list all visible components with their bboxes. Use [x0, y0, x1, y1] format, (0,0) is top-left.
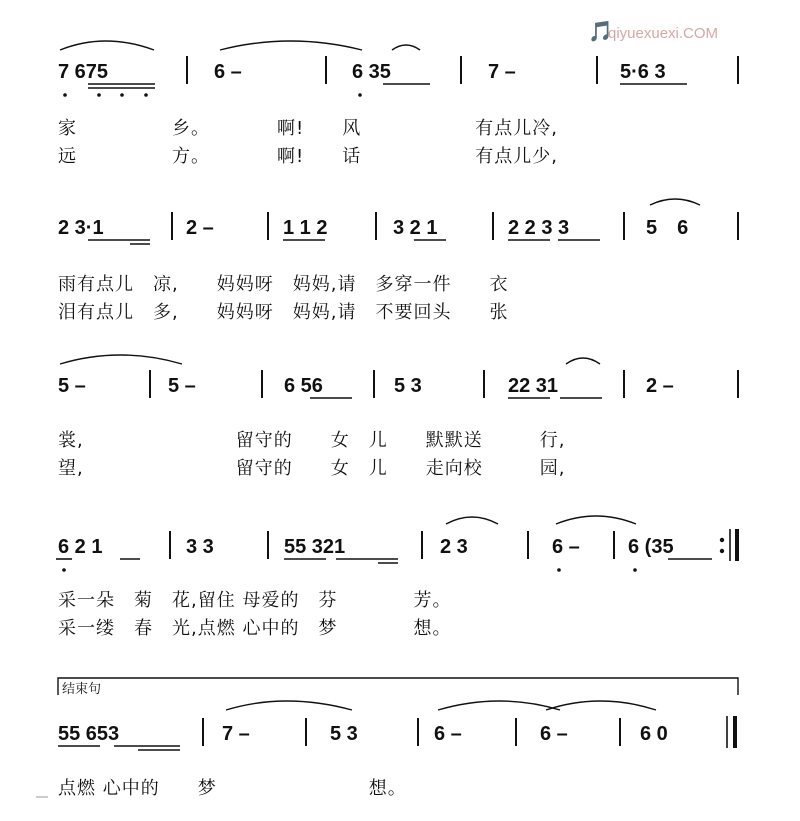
segment-4: 6 – [434, 723, 462, 745]
slurs-system-2 [650, 199, 700, 205]
lyric-line-3-verse-2: 望, 留守的 女 儿 走向校 园, [58, 458, 566, 479]
segment-2: 3 3 [186, 536, 214, 558]
lyric-ending: 点燃 心中的 梦 想。 [58, 778, 407, 799]
segment-5: 6 – [540, 723, 568, 745]
watermark-logo-icon: 🎵 [588, 19, 613, 43]
segment-3: 6 35 [352, 61, 391, 83]
segment-2: 2 – [186, 217, 214, 239]
segment-1: 6 2 1 [58, 536, 103, 558]
notes-system-2 [58, 217, 688, 239]
segment-4: 7 – [488, 61, 516, 83]
system-2 [58, 199, 738, 323]
system-1 [58, 41, 738, 167]
underlines-system-1 [88, 84, 687, 88]
dots-system-1 [63, 93, 362, 97]
segment-2: 6 – [214, 61, 242, 83]
lyric-line-2-verse-1: 雨有点儿 凉, 妈妈呀 妈妈,请 多穿一件 衣 [58, 274, 509, 295]
underlines-system-2 [88, 240, 600, 244]
notes-system-4 [58, 536, 674, 558]
segment-5: 6 – [552, 536, 580, 558]
segment-4: 5 3 [394, 375, 422, 397]
lyric-line-2-verse-2: 泪有点儿 多, 妈妈呀 妈妈,请 不要回头 张 [58, 302, 509, 323]
notes-ending [58, 723, 668, 745]
segment-6: 5 6 [646, 217, 689, 239]
underlines-ending [58, 746, 180, 750]
segment-6: 6 (35 [628, 536, 674, 558]
segment-5: 5·6 3 [620, 61, 666, 83]
lyric-line-1-verse-1: 家 乡。 啊! 风 有点儿冷, [58, 118, 558, 139]
segment-6: 2 – [646, 375, 674, 397]
segment-3: 6 56 [284, 375, 323, 397]
system-3 [58, 355, 738, 479]
lyric-line-4-verse-1: 采一朵 菊 花,留住 母爱的 芬 芳。 [58, 590, 452, 611]
segment-3: 5 3 [330, 723, 358, 745]
ending-label: 结束句 [62, 682, 102, 697]
segment-1: 55 653 [58, 723, 120, 745]
system-4 [56, 516, 737, 639]
slurs-ending [226, 701, 656, 710]
ending-system [58, 678, 738, 799]
watermark: qiyuexuexi.COM [608, 25, 719, 42]
segment-1: 5 – [58, 375, 86, 397]
segment-1: 2 3·1 [58, 217, 104, 239]
segment-2: 7 – [222, 723, 250, 745]
segment-5: 22 31 [508, 375, 559, 397]
ending-bracket [58, 678, 738, 695]
slurs-system-3 [60, 355, 600, 364]
segment-3: 1 1 2 [283, 217, 328, 239]
segment-5: 2 2 3 3 [508, 217, 570, 239]
segment-1: 7 675 [58, 61, 109, 83]
slurs-system-1 [60, 41, 420, 50]
dots-system-4 [62, 568, 637, 572]
segment-4: 2 3 [440, 536, 468, 558]
slurs-system-4 [446, 516, 636, 524]
notes-system-1 [58, 61, 666, 83]
final-barline [727, 716, 735, 748]
segment-6: 6 0 [640, 723, 668, 745]
underlines-system-4 [56, 559, 712, 563]
repeat-end-sign [720, 529, 737, 561]
lyric-line-4-verse-2: 采一缕 春 光,点燃 心中的 梦 想。 [58, 618, 452, 639]
segment-3: 55 321 [284, 536, 346, 558]
segment-4: 3 2 1 [393, 217, 438, 239]
segment-2: 5 – [168, 375, 196, 397]
lyric-line-1-verse-2: 远 方。 啊! 话 有点儿少, [58, 146, 558, 167]
barlines-system-4 [170, 531, 614, 559]
lyric-line-3-verse-1: 裳, 留守的 女 儿 默默送 行, [58, 430, 566, 451]
